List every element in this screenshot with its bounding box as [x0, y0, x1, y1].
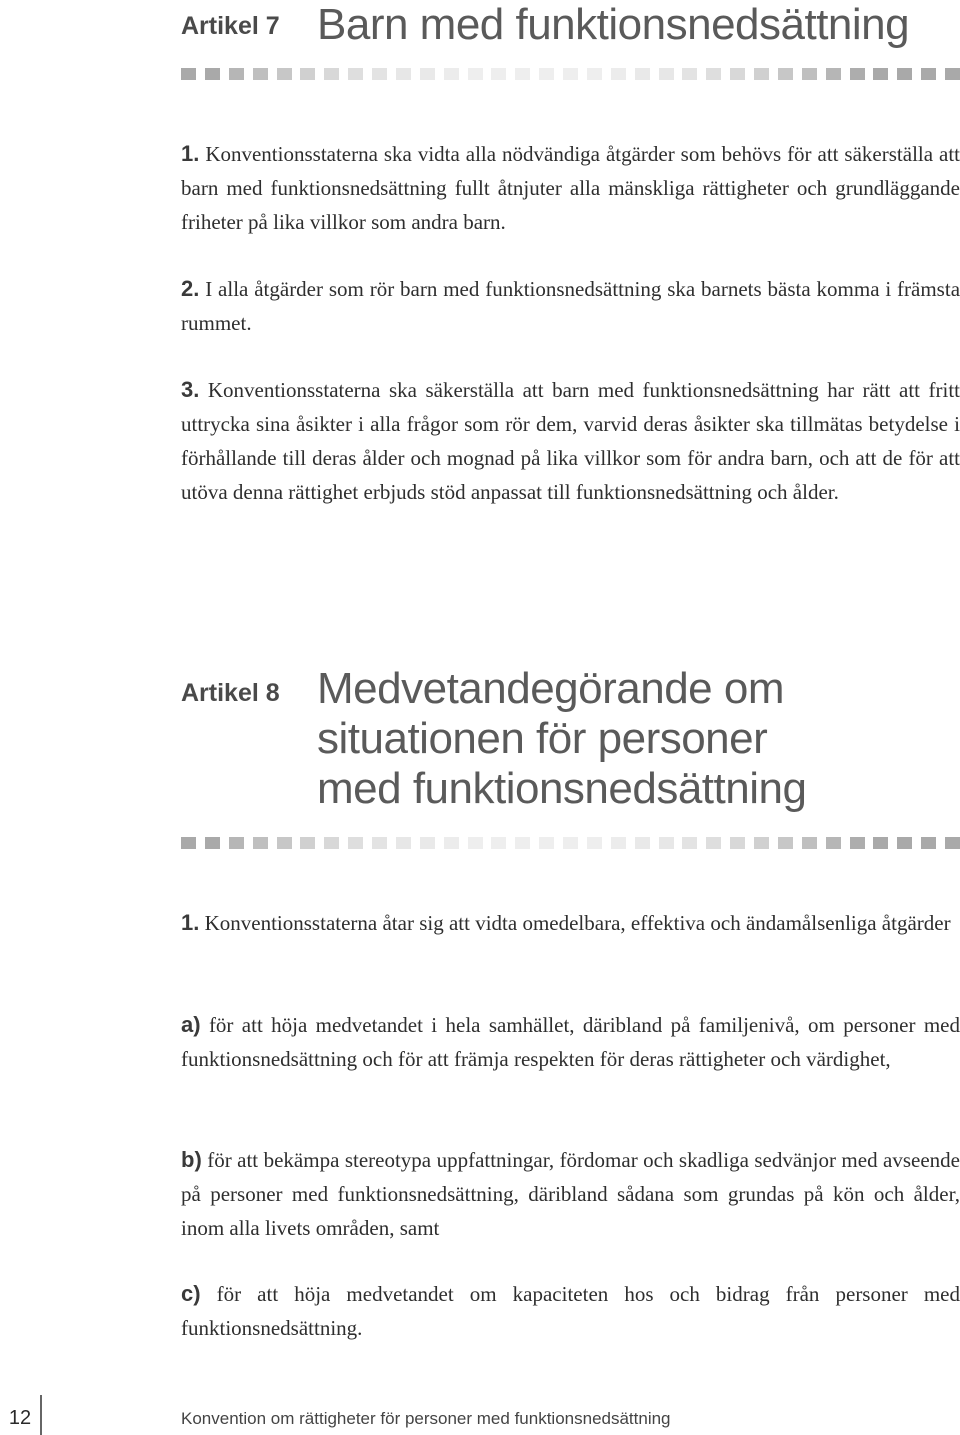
divider-block: [659, 68, 674, 80]
divider-block: [945, 837, 960, 849]
divider-block: [659, 837, 674, 849]
divider-block: [897, 837, 912, 849]
divider-block: [205, 68, 220, 80]
divider-block: [754, 68, 769, 80]
divider-block: [706, 68, 721, 80]
divider-block: [897, 68, 912, 80]
divider-block: [563, 68, 578, 80]
divider-block: [491, 68, 506, 80]
paragraph-number: 1.: [181, 910, 200, 935]
divider-block: [277, 68, 292, 80]
divider-block: [205, 837, 220, 849]
divider-block: [778, 68, 793, 80]
divider-block: [300, 68, 315, 80]
article-8-divider: [181, 837, 960, 849]
item-text: för att bekämpa stereotypa uppfattningar, fördomar och skadliga sedvänjor med avseende på personer med funktionsnedsättning, däribland sådana som grundas på kön och ålder, inom alla livets områden, samt: [181, 1148, 960, 1240]
item-letter: a): [181, 1012, 201, 1037]
paragraph-number: 2.: [181, 276, 200, 301]
article-7-paragraph-2: [181, 272, 960, 340]
divider-block: [850, 68, 865, 80]
paragraph-number: 1.: [181, 141, 200, 166]
divider-block: [706, 837, 721, 849]
divider-block: [539, 837, 554, 849]
article-8-paragraph-1: [181, 906, 960, 940]
divider-block: [468, 68, 483, 80]
page-footer: [0, 1395, 960, 1435]
divider-block: [372, 837, 387, 849]
divider-block: [515, 68, 530, 80]
divider-block: [396, 837, 411, 849]
divider-block: [873, 68, 888, 80]
divider-block: [802, 68, 817, 80]
divider-block: [682, 837, 697, 849]
divider-block: [778, 837, 793, 849]
divider-block: [563, 837, 578, 849]
item-text: för att höja medvetandet i hela samhället, däribland på familjenivå, om personer med funktionsnedsättning och för att främja respekten för deras rättigheter och värdighet,: [181, 1013, 960, 1071]
article-7-title: Barn med funktionsnedsättning: [317, 0, 910, 49]
divider-block: [396, 68, 411, 80]
article-7-label: Artikel 7: [181, 12, 280, 40]
divider-block: [635, 68, 650, 80]
divider-block: [754, 837, 769, 849]
divider-block: [515, 837, 530, 849]
divider-block: [921, 837, 936, 849]
divider-block: [850, 837, 865, 849]
divider-block: [587, 837, 602, 849]
divider-block: [324, 68, 339, 80]
divider-block: [253, 837, 268, 849]
divider-block: [324, 837, 339, 849]
divider-block: [348, 837, 363, 849]
article-8-item-b: [181, 1143, 960, 1245]
paragraph-text: Konventionsstaterna åtar sig att vidta omedelbara, effektiva och ändamålsenliga åtgärder: [204, 911, 951, 935]
divider-block: [444, 68, 459, 80]
divider-block: [229, 68, 244, 80]
footer-title: Konvention om rättigheter för personer med funktionsnedsättning: [181, 1409, 671, 1428]
divider-block: [921, 68, 936, 80]
divider-block: [587, 68, 602, 80]
divider-block: [420, 837, 435, 849]
divider-block: [348, 68, 363, 80]
divider-block: [730, 837, 745, 849]
divider-block: [945, 68, 960, 80]
divider-block: [826, 837, 841, 849]
divider-block: [468, 837, 483, 849]
paragraph-number: 3.: [181, 377, 200, 402]
article-7-paragraph-3: [181, 373, 960, 509]
divider-block: [372, 68, 387, 80]
divider-block: [826, 68, 841, 80]
divider-block: [444, 837, 459, 849]
item-text: för att höja medvetandet om kapaciteten hos och bidrag från personer med funktionsnedsättning.: [181, 1282, 960, 1340]
paragraph-text: Konventionsstaterna ska vidta alla nödvändiga åtgärder som behövs för att säkerställa att barn med funktionsnedsättning fullt åtnjuter alla mänskliga rättigheter och grundläggande friheter på lika villkor som andra barn.: [181, 142, 960, 234]
divider-block: [229, 837, 244, 849]
divider-block: [682, 68, 697, 80]
divider-block: [873, 837, 888, 849]
divider-block: [611, 68, 626, 80]
article-7-divider: [181, 68, 960, 80]
divider-block: [611, 837, 626, 849]
paragraph-text: Konventionsstaterna ska säkerställa att barn med funktionsnedsättning har rätt att fritt uttrycka sina åsikter i alla frågor som rör dem, varvid deras åsikter ska tillmätas betydelse i förhållande till deras ålder och mognad på lika villkor som för andra barn, och att de för att utöva denna rättighet erbjuds stöd anpassat till funktionsnedsättning och ålder.: [181, 378, 960, 504]
item-letter: c): [181, 1281, 201, 1306]
item-letter: b): [181, 1147, 202, 1172]
article-8-label: Artikel 8: [181, 679, 280, 707]
article-7-heading: [181, 0, 950, 50]
page-number: 12: [8, 1407, 32, 1429]
article-7-paragraph-1: [181, 137, 960, 239]
divider-block: [802, 837, 817, 849]
paragraph-text: I alla åtgärder som rör barn med funktionsnedsättning ska barnets bästa komma i främsta rummet.: [181, 277, 960, 335]
article-8-heading: [181, 664, 950, 814]
article-8-item-c: [181, 1277, 960, 1345]
footer-divider: [40, 1395, 42, 1435]
divider-block: [300, 837, 315, 849]
divider-block: [277, 837, 292, 849]
divider-block: [539, 68, 554, 80]
divider-block: [420, 68, 435, 80]
article-8-title: Medvetandegörande om situationen för personer med funktionsnedsättning: [317, 664, 807, 813]
divider-block: [181, 68, 196, 80]
divider-block: [253, 68, 268, 80]
divider-block: [491, 837, 506, 849]
divider-block: [730, 68, 745, 80]
article-8-item-a: [181, 1008, 960, 1076]
divider-block: [635, 837, 650, 849]
divider-block: [181, 837, 196, 849]
